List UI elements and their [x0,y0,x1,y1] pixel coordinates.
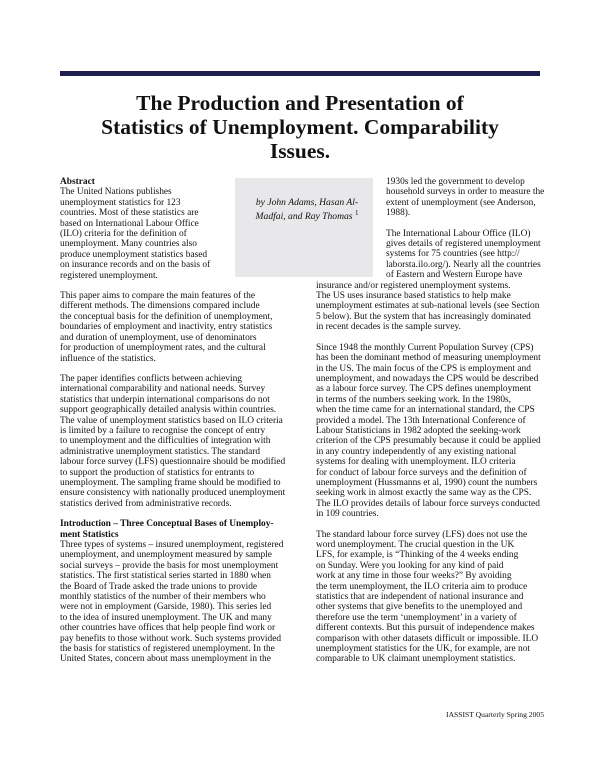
lfs-paragraph: The standard labour force survey (LFS) does not use the word unemployment. The crucial question in the UK LFS, for example, is “Thinking of the 4 weeks ending on Sunday. Were you looking for any kind of paid work at any time in those four weeks?” By avoiding the term unemployment, the ILO criteria aim to produce statistics that are independent of national insurance and other systems that give benefits to the unemployed and therefore use the term ‘unemployment’ in a variety of different contexts. But this pursuit of independence makes comparison with other datasets difficult or impossible. ILO unemployment statistics for the UK, for example, are not comparable to UK claimant unemployment statistics. [316,529,539,665]
abstract-body: The United Nations publishes unemployment statistics for 123 countries. Most of these statistics are based on International Labour Office (ILO) criteria for the definition of unemployment. Many countries also produce unemployment statistics based on insurance records and on the basis of registered unemployment. [60,187,211,281]
ilo-registered-wide-lines: insurance and/or registered unemployment systems. The US uses insurance based statistics to help make unemployment estimates at sub-national levels (see Section 5 below). But the system that has increasingly dominated in recent decades is the sample survey. [316,280,540,333]
abstract-paragraph [60,177,300,281]
cps-paragraph: Since 1948 the monthly Current Population Survey (CPS) has been the dominant method of measuring unemployment in the US. The main focus of the CPS is employment and unemployment, and nowadays the CPS would be described as a labour force survey. The CPS defines unemployment in terms of the numbers seeking work. In the 1980s, when the time came for an international standard, the CPS provided a model. The 13th International Conference of Labour Statisticians in 1982 adopted the seeking-work criterion of the CPS presumably because it could be applied in any country independently of any existing national systems for dealing with unemployment. ILO criteria for conduct of labour force surveys and the definition of unemployment (Hussmanns et al, 1990) count the numbers seeking work in almost exactly the same way as the CPS. The ILO provides details of labour force surveys conducted in 109 countries. [316,342,541,520]
journal-citation: IASSIST Quarterly Spring 2005 [446,710,544,719]
left-column [60,177,300,675]
introduction-paragraph [60,519,300,665]
right-column [316,177,552,675]
introduction-body: Three types of systems – insured unemployment, registered unemployment, and unemployment measured by sample social surveys – provide the basis for most unemployment statistics. The first statistical series started in 1880 when the Board of Trade asked the trade unions to provide monthly statistics of the number of their members who were not in employment (Garside, 1980). This series led to the idea of insured unemployment. The UK and many other countries have offices that help people find work or pay benefits to those without work. Such systems provided the basis for statistics of registered unemployment. In the United States, concern about mass unemployment in the [60,540,284,665]
us-surveys-paragraph: 1930s led the government to develop household surveys in order to measure the extent of unemployment (see Anderson, 1988). [386,177,545,219]
footnote-mark: 1 [354,209,359,217]
author-names: by John Adams, Hasan Al- Madfai, and Ray Thomas [255,197,359,223]
aims-paragraph: This paper aims to compare the main features of the different methods. The dimensions compared include the conceptual basis for the definition of unemployment, boundaries of employment and inactivity, entry statistics and duration of unemployment, use of denominators for production of unemployment rates, and the cultural influence of the statistics. [60,291,273,364]
article-title: The Production and Presentation of Statistics of Unemployment. Comparability Issues. [101,91,499,163]
conflicts-paragraph: The paper identifies conflicts between achieving international comparability and national needs. Survey statistics that underpin international comparisons do not support geographically detailed analysis within countries. The value of unemployment statistics based on ILO criteria is limited by a failure to recognise the concept of entry to unemployment and the difficulties of integration with administrative unemployment statistics. The standard labour force survey (LFS) questionnaire should be modified to support the production of statistics for entrants to unemployment. The sampling frame should be modified to ensure consistency with nationally produced unemployment statistics derived from administrative records. [60,373,286,509]
ilo-registered-paragraph [316,229,552,333]
section-heading: Introduction – Three Conceptual Bases of Unemploy- ment Statistics [60,519,274,540]
ilo-registered-narrow-lines: The International Labour Office (ILO) gives details of registered unemployment systems for 75 countries (see http:// laborsta.ilo.org/). Nearly all the countries of Eastern and Western Europe have [386,228,541,281]
title-rule [60,71,540,76]
abstract-heading: Abstract [60,177,95,187]
